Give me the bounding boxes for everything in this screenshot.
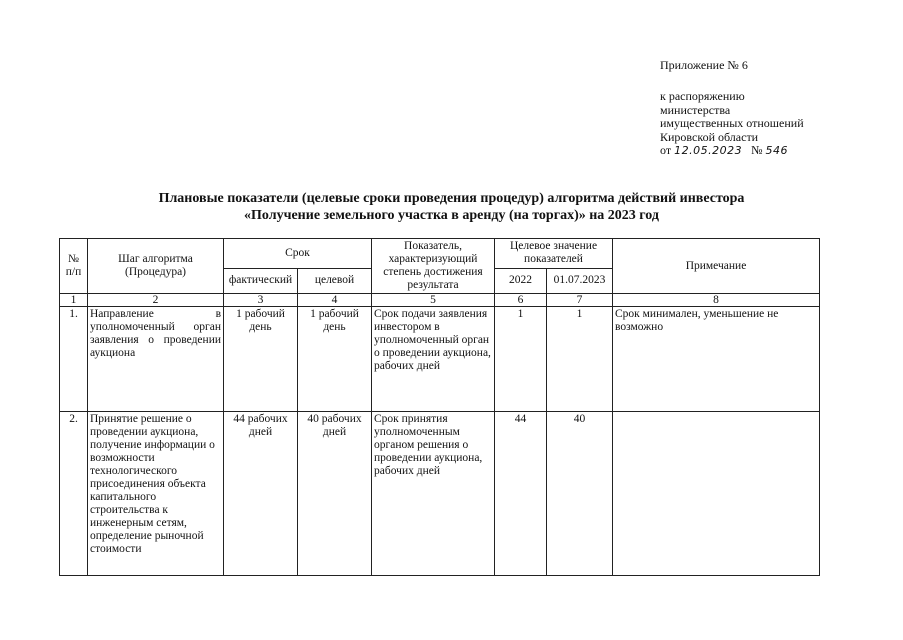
- row-indicator: Срок подачи заявления инвестором в уполномоченный орган о проведении аукциона, рабочих дней: [372, 307, 495, 412]
- handwritten-date: 12.05.2023: [674, 144, 743, 157]
- approval-line: министерства: [660, 102, 731, 117]
- header-num: № п/п: [60, 239, 88, 294]
- approval-block: [660, 90, 804, 158]
- column-number: 2: [88, 294, 224, 307]
- column-number: 7: [547, 294, 613, 307]
- column-number: 6: [495, 294, 547, 307]
- header-term: Срок: [224, 239, 372, 269]
- row-value-2022: 1: [495, 307, 547, 412]
- document-title: [0, 190, 903, 224]
- date-prefix: от: [660, 143, 672, 157]
- approval-date-line: [660, 144, 804, 158]
- column-number: 8: [613, 294, 820, 307]
- column-number: 5: [372, 294, 495, 307]
- row-value-2023: 40: [547, 412, 613, 576]
- row-actual: 1 рабочий день: [224, 307, 298, 412]
- row-target: 40 рабочих дней: [298, 412, 372, 576]
- row-actual: 44 рабочих дней: [224, 412, 298, 576]
- indicators-table: [59, 238, 820, 576]
- table-row: [60, 412, 820, 576]
- row-note: [613, 412, 820, 576]
- approval-line: к распоряжению: [660, 89, 745, 103]
- row-value-2022: 44: [495, 412, 547, 576]
- number-prefix: №: [751, 143, 763, 157]
- header-step: Шаг алгоритма (Процедура): [88, 239, 224, 294]
- row-value-2023: 1: [547, 307, 613, 412]
- row-indicator: Срок принятия уполномоченным органом решения о проведении аукциона, рабочих дней: [372, 412, 495, 576]
- appendix-label: Приложение № 6: [660, 58, 748, 72]
- title-line: «Получение земельного участка в аренду (на торгах)» на 2023 год: [244, 208, 659, 223]
- row-num: 2.: [60, 412, 88, 576]
- table-row: [60, 307, 820, 412]
- header-indicator: Показатель, характеризующий степень достижения результата: [372, 239, 495, 294]
- header-2022: 2022: [495, 268, 547, 293]
- header-term-target: целевой: [298, 268, 372, 293]
- header-row: [60, 239, 820, 269]
- column-number: 3: [224, 294, 298, 307]
- handwritten-number: 546: [765, 144, 789, 157]
- header-note: Примечание: [613, 239, 820, 294]
- column-numbers-row: [60, 294, 820, 307]
- column-number: 4: [298, 294, 372, 307]
- title-line: Плановые показатели (целевые сроки проведения процедур) алгоритма действий инвестора: [158, 191, 745, 206]
- row-step: Принятие решение о проведении аукциона, получение информации о возможности технологического присоединения объекта капитального строительства к инженерным сетям, определение рыночной стоимости: [88, 412, 224, 576]
- column-number: 1: [60, 294, 88, 307]
- header-date: 01.07.2023: [547, 268, 613, 293]
- row-step: Направление в уполномоченный орган заявления о проведении аукциона: [88, 307, 224, 412]
- row-num: 1.: [60, 307, 88, 412]
- header-term-actual: фактический: [224, 268, 298, 293]
- approval-line: Кировской области: [660, 129, 759, 144]
- row-note: Срок минимален, уменьшение не возможно: [613, 307, 820, 412]
- header-target-value: Целевое значение показателей: [495, 239, 613, 269]
- approval-line: имущественных отношений: [660, 116, 804, 130]
- row-target: 1 рабочий день: [298, 307, 372, 412]
